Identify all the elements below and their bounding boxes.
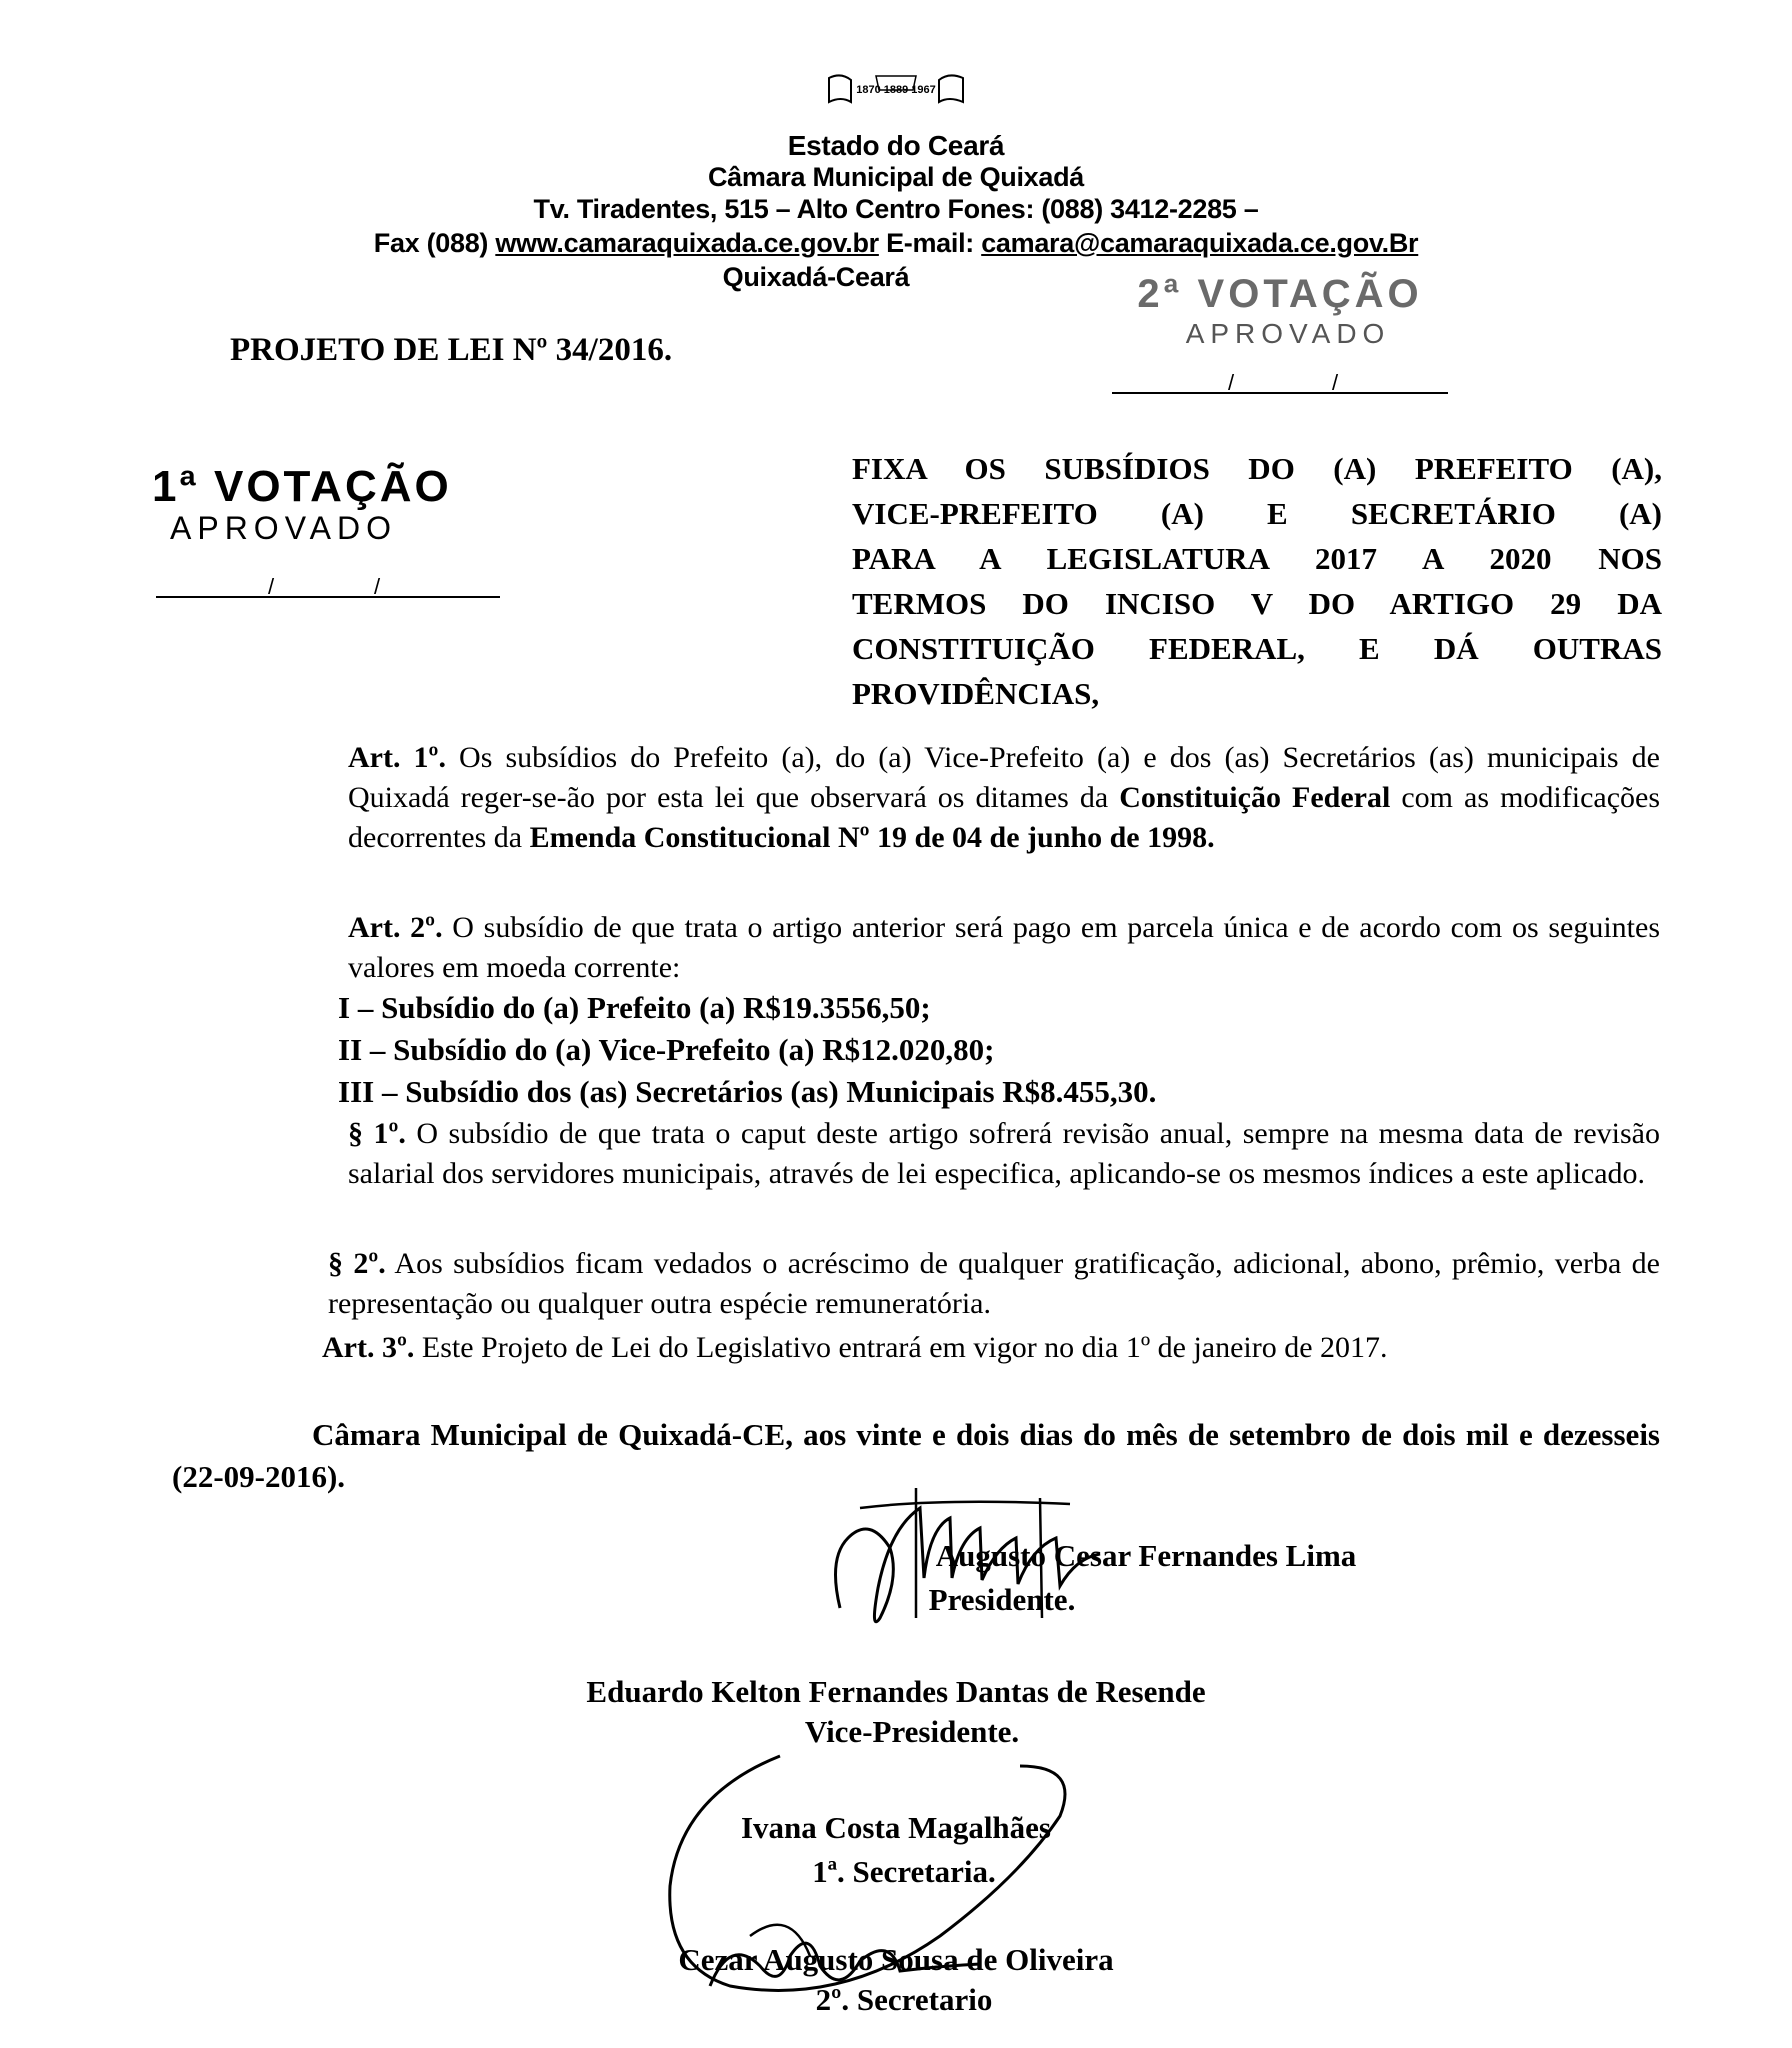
article-2-item: III – Subsídio dos (as) Secretários (as) Municipais R$8.455,30. bbox=[338, 1074, 1157, 1109]
closing-statement: Câmara Municipal de Quixadá-CE, aos vinte e dois dias do mês de setembro de dois mil e dezesseis (22-09-2016). bbox=[172, 1417, 1660, 1494]
website-link[interactable]: www.camaraquixada.ce.gov.br bbox=[495, 228, 879, 258]
ementa-line: VICE-PREFEITO (A) E SECRETÁRIO (A) bbox=[852, 496, 1662, 531]
ementa-line: TERMOS DO INCISO V DO ARTIGO 29 DA bbox=[852, 586, 1662, 621]
stamp-second-vote-title: 2ª VOTAÇÃO bbox=[1137, 272, 1423, 316]
stamp-first-vote-slash-1: / bbox=[268, 574, 275, 599]
stamp-second-vote-slash-2: / bbox=[1332, 370, 1339, 395]
article-3-text: Este Projeto de Lei do Legislativo entrará em vigor no dia 1º de janeiro de 2017. bbox=[414, 1331, 1388, 1364]
header-state: Estado do Ceará bbox=[787, 130, 1005, 161]
stamp-first-vote-slash-2: / bbox=[374, 574, 381, 599]
signatory-name: Ivana Costa Magalhães bbox=[740, 1810, 1051, 1845]
signatory-role: Vice-Presidente. bbox=[804, 1714, 1020, 1749]
article-2-label: Art. 2º. bbox=[348, 911, 443, 944]
article-1-bold-b: Emenda Constitucional Nº 19 de 04 de junho de 1998. bbox=[529, 821, 1215, 854]
signatory-role: 2º. Secretario bbox=[815, 1982, 993, 2017]
signatory-name: Eduardo Kelton Fernandes Dantas de Resende bbox=[586, 1674, 1206, 1709]
header-contact bbox=[0, 228, 1792, 259]
signatory-role: 1ª. Secretaria. bbox=[812, 1854, 996, 1889]
signatory-role: Presidente. bbox=[928, 1582, 1076, 1617]
article-2-text: O subsídio de que trata o artigo anterior será pago em parcela única e de acordo com os seguintes valores em moeda corrente: bbox=[348, 911, 1661, 984]
paragraph-1-text: O subsídio de que trata o caput deste artigo sofrerá revisão anual, sempre na mesma data de revisão salarial dos servidores municipais, através de lei especifica, aplicando-se os mesmos índices a este aplicado. bbox=[348, 1117, 1660, 1190]
ementa-line: CONSTITUIÇÃO FEDERAL, E DÁ OUTRAS bbox=[852, 631, 1662, 666]
article-2-item: I – Subsídio do (a) Prefeito (a) R$19.3556,50; bbox=[338, 990, 931, 1025]
project-title: PROJETO DE LEI Nº 34/2016. bbox=[230, 332, 673, 368]
header-city: Quixadá-Ceará bbox=[722, 262, 910, 292]
article-1-text-b: com as modificações decorrentes da bbox=[348, 781, 1661, 854]
president-signature-icon bbox=[820, 1468, 1120, 1638]
article-1-label: Art. 1º. bbox=[348, 741, 446, 774]
stamp-first-vote-title: 1ª VOTAÇÃO bbox=[152, 462, 452, 511]
header-address: Tv. Tiradentes, 515 – Alto Centro Fones: (088) 3412-2285 – bbox=[533, 194, 1259, 224]
fax-label: Fax (088) bbox=[373, 228, 489, 258]
ementa-line: PARA A LEGISLATURA 2017 A 2020 NOS bbox=[852, 541, 1662, 576]
stamp-second-vote-slash-1: / bbox=[1228, 370, 1235, 395]
stamp-second-vote-status: APROVADO bbox=[1185, 318, 1391, 349]
article-3-label: Art. 3º. bbox=[322, 1331, 415, 1364]
article-1 bbox=[200, 738, 1660, 858]
article-2-paragraph-2 bbox=[180, 1244, 1660, 1324]
stamp-first-vote-status: APROVADO bbox=[170, 510, 397, 546]
article-2-paragraph-1 bbox=[200, 1114, 1660, 1194]
article-2 bbox=[200, 908, 1660, 988]
stamp-second-vote bbox=[1110, 272, 1450, 317]
header-chamber: Câmara Municipal de Quixadá bbox=[707, 162, 1085, 192]
paragraph-2-text: Aos subsídios ficam vedados o acréscimo de qualquer gratificação, adicional, abono, prêmio, verba de representação ou qualquer outra espécie remuneratória. bbox=[328, 1247, 1661, 1320]
stamp-second-vote-date-line bbox=[1112, 392, 1448, 394]
crest-years: 1870 1889 1967 bbox=[856, 84, 936, 96]
paragraph-1-label: § 1º. bbox=[348, 1117, 406, 1150]
article-2-item: II – Subsídio do (a) Vice-Prefeito (a) R$12.020,80; bbox=[338, 1032, 995, 1067]
ementa-line: FIXA OS SUBSÍDIOS DO (A) PREFEITO (A), bbox=[852, 451, 1662, 486]
paragraph-2-label: § 2º. bbox=[328, 1247, 386, 1280]
municipal-crest bbox=[0, 70, 1792, 110]
signatory-name: Augusto Cesar Fernandes Lima bbox=[935, 1538, 1357, 1573]
secretary-signature-icon bbox=[640, 1736, 1120, 2046]
article-3 bbox=[174, 1328, 1660, 1368]
article-1-text-a: Os subsídios do Prefeito (a), do (a) Vice-Prefeito (a) e dos (as) Secretários (as) municipais de Quixadá reger-se-ão por esta lei que observará os ditames da bbox=[348, 741, 1660, 814]
ementa-summary bbox=[852, 446, 1662, 716]
article-1-bold-a: Constituição Federal bbox=[1119, 781, 1391, 814]
ementa-line: PROVIDÊNCIAS, bbox=[852, 676, 1100, 711]
email-link[interactable]: camara@camaraquixada.ce.gov.Br bbox=[981, 228, 1419, 258]
stamp-first-vote-date-line bbox=[156, 596, 500, 598]
email-label: E-mail: bbox=[886, 228, 974, 258]
signatory-name: Cezar Augusto Sousa de Oliveira bbox=[678, 1942, 1114, 1977]
